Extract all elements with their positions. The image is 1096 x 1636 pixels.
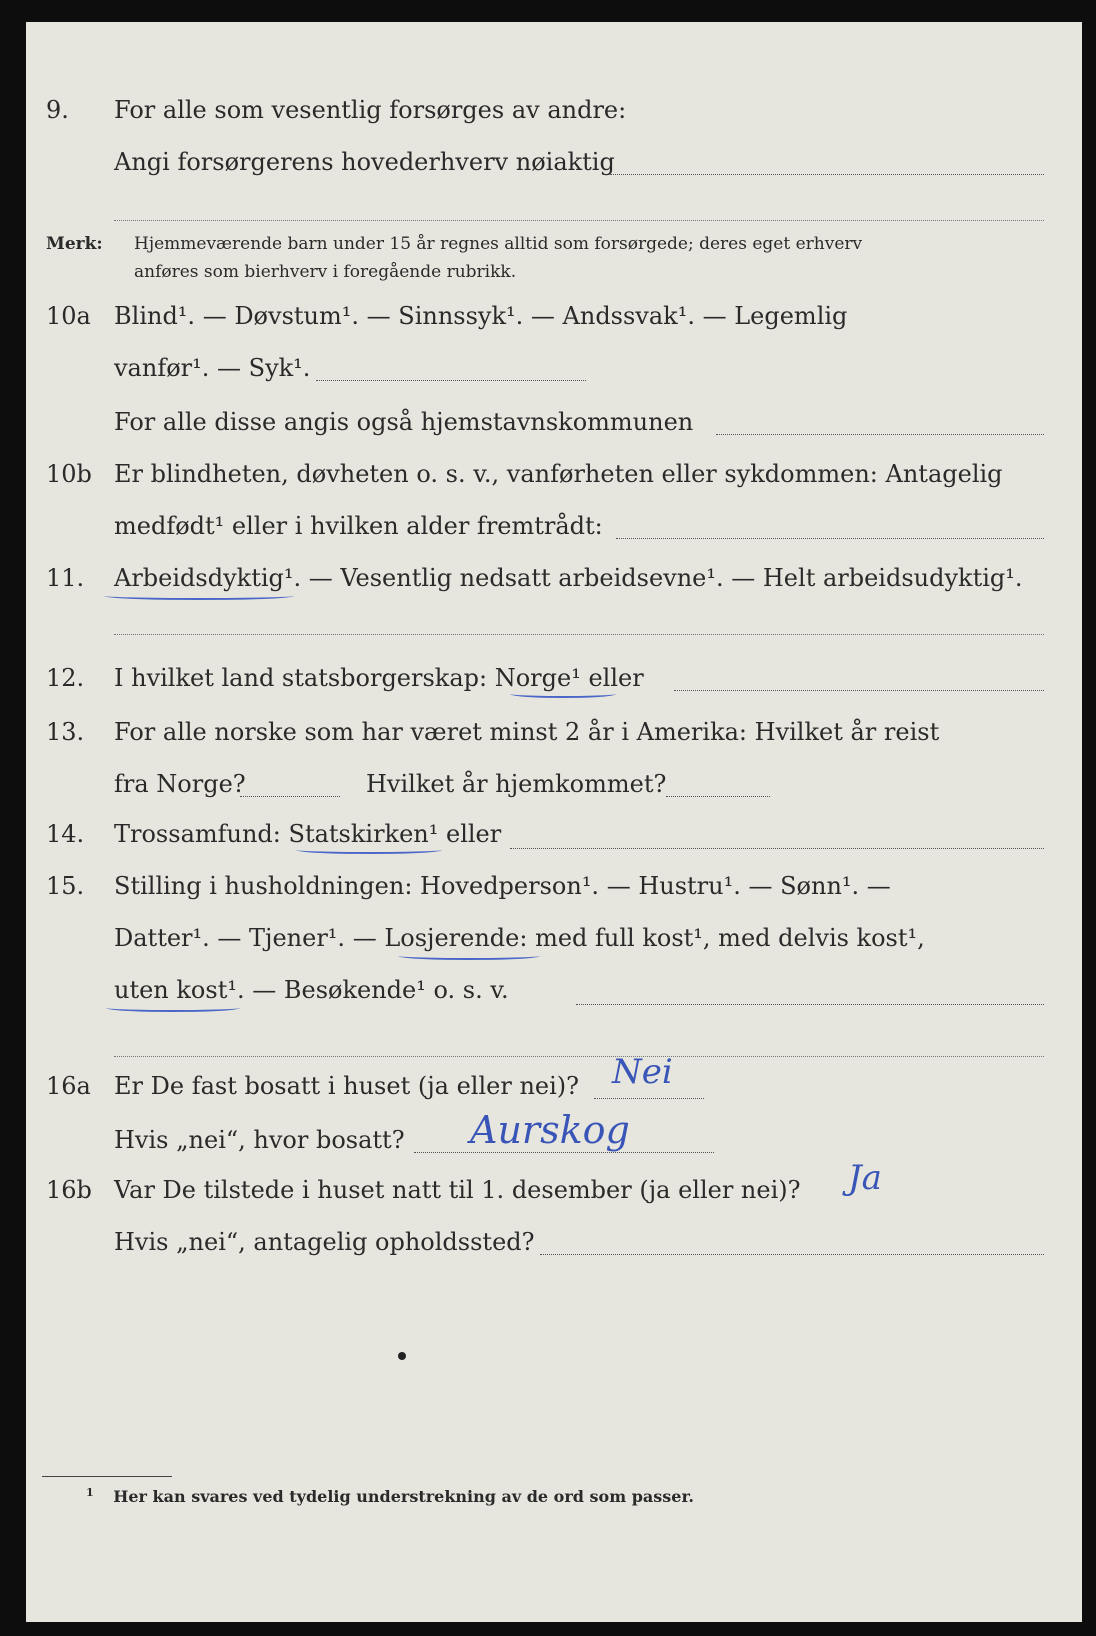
answer-blank[interactable] xyxy=(666,796,770,797)
answer-blank[interactable] xyxy=(510,848,1044,849)
question-text: Datter¹. — Tjener¹. — Losjerende: med full kost¹, med delvis kost¹, xyxy=(114,924,925,952)
question-text: medfødt¹ eller i hvilken alder fremtrådt: xyxy=(114,512,603,540)
question-text: Er De fast bosatt i huset (ja eller nei)? xyxy=(114,1072,580,1100)
question-9-line-1 xyxy=(26,90,1082,130)
handwritten-answer-16a: Nei xyxy=(612,1052,673,1092)
question-10a-line-3 xyxy=(26,402,1082,442)
answer-blank[interactable] xyxy=(716,434,1044,435)
question-16b-line-2 xyxy=(26,1222,1082,1262)
question-text: Er blindheten, døvheten o. s. v., vanførheten eller sykdommen: Antagelig xyxy=(114,460,1003,488)
question-text: Arbeidsdyktig¹. — Vesentlig nedsatt arbeidsevne¹. — Helt arbeidsudyktig¹. xyxy=(114,564,1023,592)
question-number: 16a xyxy=(46,1072,91,1100)
question-text: Stilling i husholdningen: Hovedperson¹. — Hustru¹. — Sønn¹. — xyxy=(114,872,891,900)
answer-field-16a-place[interactable] xyxy=(414,1152,714,1153)
question-text: For alle disse angis også hjemstavnskommunen xyxy=(114,408,694,436)
note-label: Merk: xyxy=(46,234,103,254)
question-10b-line-2 xyxy=(26,506,1082,546)
question-16a-line-1 xyxy=(26,1066,1082,1106)
question-10b-line-1 xyxy=(26,454,1082,494)
question-number: 14. xyxy=(46,820,85,848)
question-9-line-2 xyxy=(26,142,1082,182)
question-number: 13. xyxy=(46,718,85,746)
handwritten-answer-16b: Ja xyxy=(848,1158,882,1198)
answer-blank[interactable] xyxy=(240,796,340,797)
footnote-text: Her kan svares ved tydelig understrekning av de ord som passer. xyxy=(113,1487,694,1507)
ink-underline-uten-kost xyxy=(106,1004,240,1012)
answer-field-16a[interactable] xyxy=(594,1098,704,1099)
answer-blank[interactable] xyxy=(674,690,1044,691)
footnote-rule xyxy=(42,1476,172,1477)
answer-blank[interactable] xyxy=(576,1004,1044,1005)
question-15-line-1 xyxy=(26,866,1082,906)
question-13-line-1 xyxy=(26,712,1082,752)
answer-blank[interactable] xyxy=(316,380,586,381)
note-merk xyxy=(46,230,863,258)
question-10a-line-2 xyxy=(26,348,1082,388)
footnote-mark: 1 xyxy=(86,1486,94,1499)
question-number: 10a xyxy=(46,302,91,330)
answer-blank[interactable] xyxy=(114,1056,1044,1057)
question-text: uten kost¹. — Besøkende¹ o. s. v. xyxy=(114,976,509,1004)
question-number: 15. xyxy=(46,872,85,900)
question-text: For alle som vesentlig forsørges av andre: xyxy=(114,96,627,124)
answer-blank[interactable] xyxy=(540,1254,1044,1255)
question-16b-line-1 xyxy=(26,1170,1082,1210)
question-text: I hvilket land statsborgerskap: Norge¹ eller xyxy=(114,664,644,692)
question-number: 9. xyxy=(46,96,69,124)
question-number: 10b xyxy=(46,460,92,488)
question-text: Hvis „nei“, antagelig opholdssted? xyxy=(114,1228,535,1256)
question-text: vanfør¹. — Syk¹. xyxy=(114,354,311,382)
handwritten-place-16a: Aurskog xyxy=(470,1108,630,1152)
question-text: Hvis „nei“, hvor bosatt? xyxy=(114,1126,405,1154)
ink-underline-statskirken xyxy=(296,846,442,854)
question-15-line-2 xyxy=(26,918,1082,958)
ink-underline-losjerende xyxy=(398,952,540,960)
note-text: anføres som bierhverv i foregående rubrikk. xyxy=(134,262,517,282)
census-form-page xyxy=(26,22,1082,1622)
answer-blank[interactable] xyxy=(610,174,1044,175)
question-number: 11. xyxy=(46,564,85,592)
answer-blank[interactable] xyxy=(114,634,1044,635)
question-text: Trossamfund: Statskirken¹ eller xyxy=(114,820,502,848)
answer-blank[interactable] xyxy=(616,538,1044,539)
question-10a-line-1 xyxy=(26,296,1082,336)
footnote xyxy=(86,1486,694,1506)
note-text: Hjemmeværende barn under 15 år regnes alltid som forsørgede; deres eget erhverv xyxy=(134,234,863,254)
question-text: For alle norske som har været minst 2 år i Amerika: Hvilket år reist xyxy=(114,718,940,746)
ink-underline-arbeidsdyktig xyxy=(104,592,294,600)
answer-blank[interactable] xyxy=(114,220,1044,221)
question-text: Blind¹. — Døvstum¹. — Sinnssyk¹. — Andssvak¹. — Legemlig xyxy=(114,302,848,330)
question-text: Var De tilstede i huset natt til 1. desember (ja eller nei)? xyxy=(114,1176,801,1204)
question-number: 12. xyxy=(46,664,85,692)
question-text: Hvilket år hjemkommet? xyxy=(366,770,667,798)
question-number: 16b xyxy=(46,1176,92,1204)
question-text: fra Norge? xyxy=(114,770,246,798)
question-13-line-2 xyxy=(26,764,1082,804)
ink-underline-norge xyxy=(510,690,616,698)
ink-dot xyxy=(398,1352,406,1360)
question-text: Angi forsørgerens hovederhverv nøiaktig xyxy=(114,148,615,176)
